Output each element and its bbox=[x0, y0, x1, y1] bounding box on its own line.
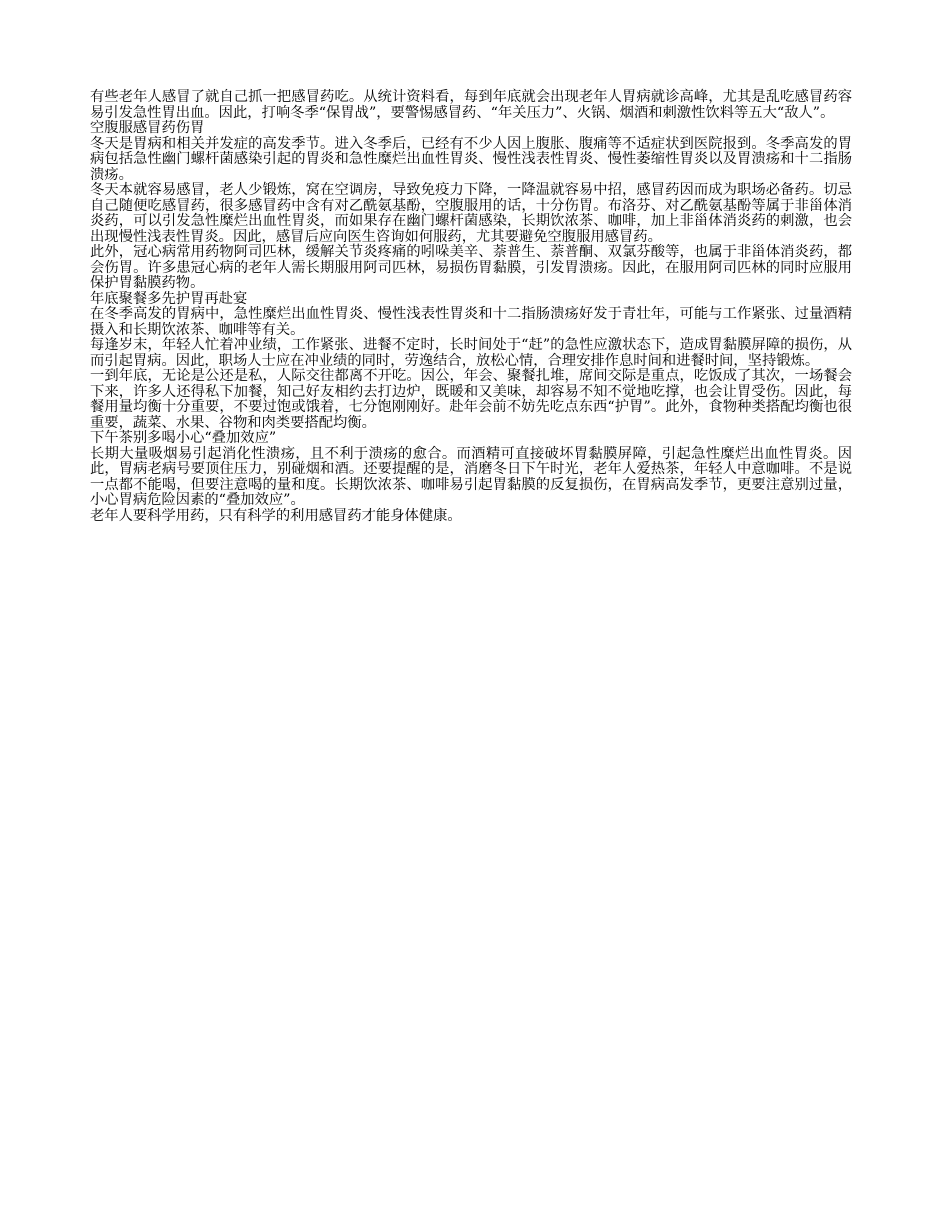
closing-paragraph: 老年人要科学用药，只有科学的利用感冒药才能身体健康。 bbox=[90, 507, 462, 524]
body-paragraph: 此外，冠心病常用药物阿司匹林，缓解关节炎疼痛的吲哚美辛、萘普生、萘普酮、双氯芬酸等，也属于非甾体消炎药，都会伤胃。许多患冠心病的老年人需长期服用阿司匹林，易损伤胃黏膜，引发胃溃疡。因此，在服用阿司匹林的同时应服用保护胃黏膜药物。 bbox=[90, 244, 852, 291]
body-paragraph: 长期大量吸烟易引起消化性溃疡，且不利于溃疡的愈合。而酒精可直接破坏胃黏膜屏障，引起急性糜烂出血性胃炎。因此，胃病老病号要顶住压力，别碰烟和酒。还要提醒的是，消磨冬日下午时光，老年人爱热茶，年轻人中意咖啡。不是说一点都不能喝，但要注意喝的量和度。长期饮浓茶、咖啡易引起胃黏膜的反复损伤，在胃病高发季节，更要注意别过量，小心胃病危险因素的“叠加效应”。 bbox=[90, 445, 852, 508]
body-paragraph: 每逢岁末，年轻人忙着冲业绩，工作紧张、进餐不定时，长时间处于“赶”的急性应激状态下，造成胃黏膜屏障的损伤，从而引起胃病。因此，职场人士应在冲业绩的同时，劳逸结合，放松心情，合理安排作息时间和进餐时间，坚持锻炼。 bbox=[90, 337, 852, 369]
section-heading: 年底聚餐多先护胃再赴宴 bbox=[90, 290, 248, 307]
body-paragraph: 冬天是胃病和相关并发症的高发季节。进入冬季后，已经有不少人因上腹胀、腹痛等不适症状到医院报到。冬季高发的胃病包括急性幽门螺杆菌感染引起的胃炎和急性糜烂出血性胃炎、慢性浅表性胃炎、慢性萎缩性胃炎以及胃溃疡和十二指肠溃疡。 bbox=[90, 135, 852, 183]
body-paragraph: 在冬季高发的胃病中，急性糜烂出血性胃炎、慢性浅表性胃炎和十二指肠溃疡好发于青壮年，可能与工作紧张、过量酒精摄入和长期饮浓茶、咖啡等有关。 bbox=[90, 306, 852, 338]
section-heading: 空腹服感冒药伤胃 bbox=[90, 120, 205, 136]
intro-paragraph: 有些老年人感冒了就自己抓一把感冒药吃。从统计资料看，每到年底就会出现老年人胃病就诊高峰，尤其是乱吃感冒药容易引发急性胃出血。因此，打响冬季“保胃战”，要警惕感冒药、“年关压力”、火锅、烟酒和刺激性饮料等五大“敌人”。 bbox=[90, 89, 852, 121]
body-paragraph: 冬天本就容易感冒，老人少锻炼，窝在空调房，导致免疫力下降，一降温就容易中招，感冒药因而成为职场必备药。切忌自己随便吃感冒药，很多感冒药中含有对乙酰氨基酚，空腹服用的话，十分伤胃。布洛芬、对乙酰氨基酚等属于非甾体消炎药，可以引发急性糜烂出血性胃炎，而如果存在幽门螺杆菌感染，长期饮浓茶、咖啡，加上非甾体消炎药的刺激，也会出现慢性浅表性胃炎。因此，感冒后应向医生咨询如何服药，尤其要避免空腹服用感冒药。 bbox=[90, 182, 852, 245]
document-body bbox=[90, 90, 852, 524]
body-paragraph: 一到年底，无论是公还是私，人际交往都离不开吃。因公，年会、聚餐扎堆，席间交际是重点，吃饭成了其次，一场餐会下来，许多人还得私下加餐，知己好友相约去打边炉，既暖和又美味，却容易不知不觉地吃撑，也会让胃受伤。因此，每餐用量均衡十分重要，不要过饱或饿着，七分饱刚刚好。赴年会前不妨先吃点东西“护胃”。此外，食物种类搭配均衡也很重要，蔬菜、水果、谷物和肉类要搭配均衡。 bbox=[90, 368, 852, 431]
section-heading: 下午茶别多喝小心“叠加效应” bbox=[90, 430, 277, 446]
